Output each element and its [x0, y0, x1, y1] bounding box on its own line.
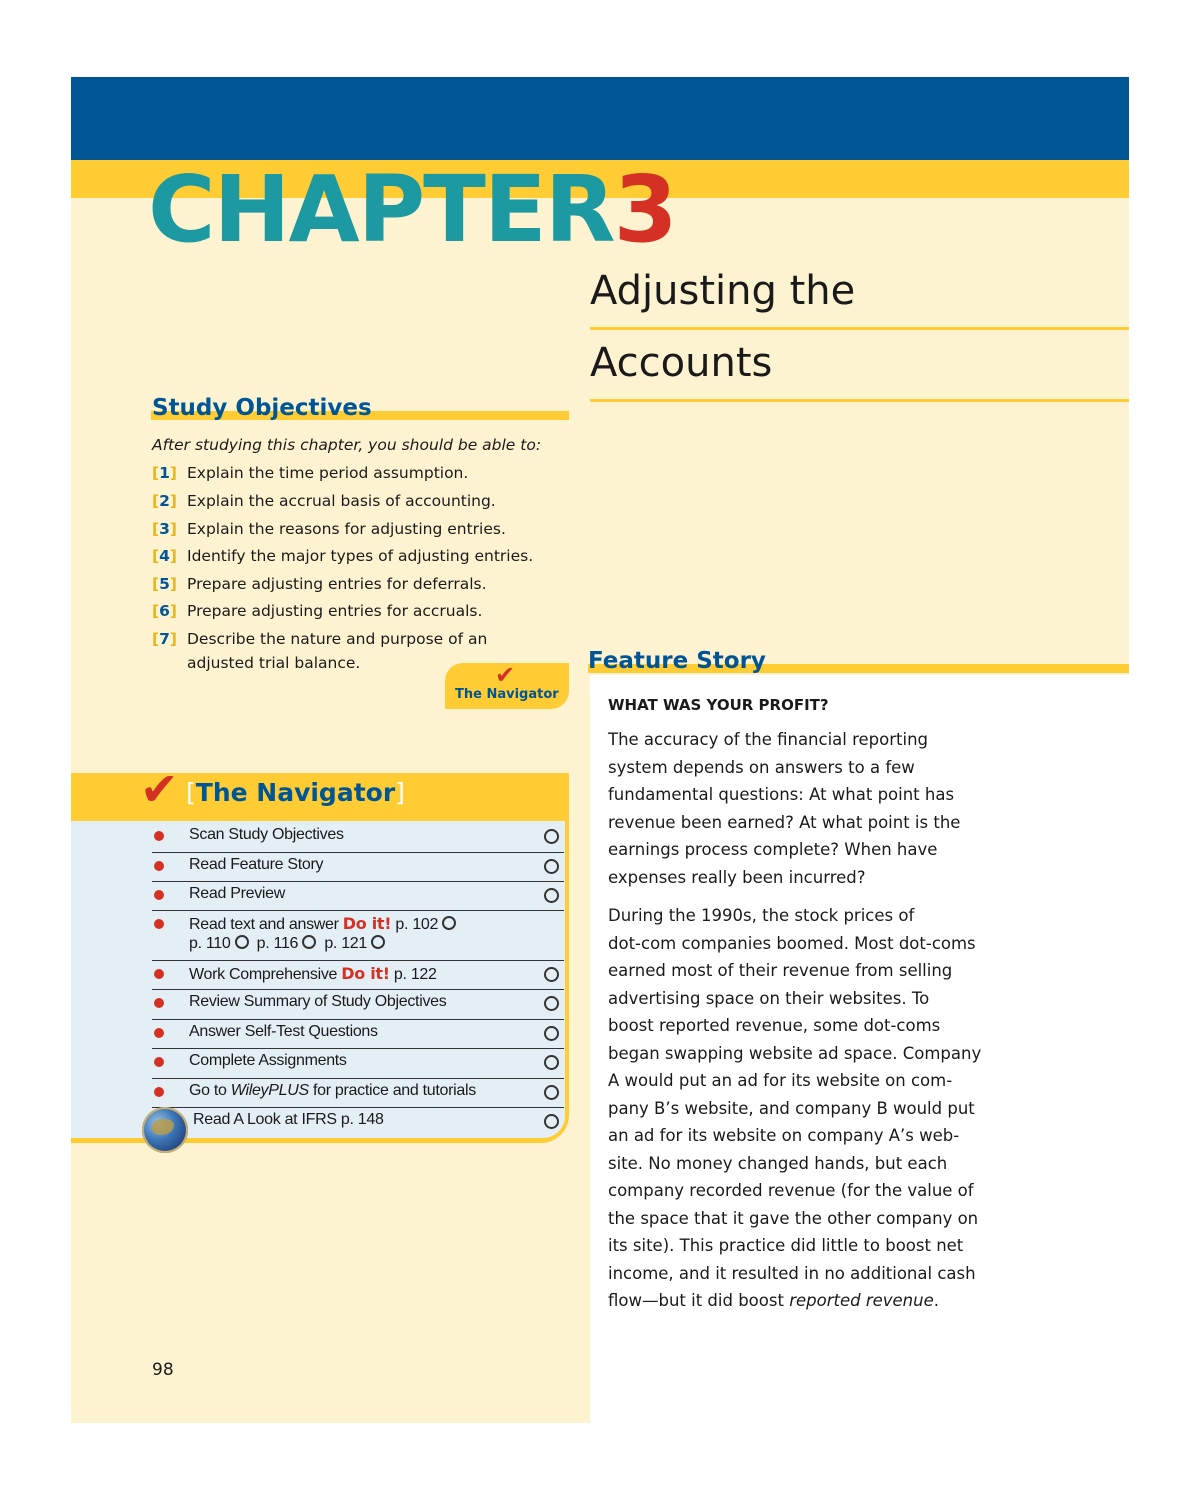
- bullet-icon: [154, 831, 164, 841]
- objective-text: Explain the time period assumption.: [187, 464, 469, 482]
- text-line: flow—but it did boost reported revenue.: [608, 1291, 939, 1310]
- text-line: The accuracy of the financial reporting: [608, 730, 929, 749]
- objective-number: [3]: [152, 520, 177, 538]
- title-rule: [590, 327, 1129, 330]
- checkbox-circle-icon[interactable]: [544, 829, 559, 844]
- chapter-title-line-2: Accounts: [590, 340, 773, 386]
- checkbox-circle-icon[interactable]: [544, 967, 559, 982]
- checkbox-circle-icon[interactable]: [544, 996, 559, 1011]
- text-line: fundamental questions: At what point has: [608, 785, 955, 804]
- checkbox-circle-icon[interactable]: [544, 1026, 559, 1041]
- globe-icon: [142, 1107, 188, 1153]
- checklist-item: [152, 961, 564, 990]
- checkbox-circle-icon[interactable]: [544, 888, 559, 903]
- feature-story-paragraph-2: [608, 902, 1013, 1315]
- objective-text: Explain the reasons for adjusting entries.: [187, 520, 506, 538]
- text-line: advertising space on their websites. To: [608, 988, 930, 1008]
- bullet-icon: [154, 890, 164, 900]
- objective-number: [4]: [152, 547, 177, 565]
- chapter-number: 3: [613, 156, 676, 263]
- checklist-item: [152, 1049, 564, 1079]
- checkmark-icon: ✔: [495, 661, 516, 689]
- bullet-icon: [154, 969, 164, 979]
- feature-story-subhead: WHAT WAS YOUR PROFIT?: [608, 696, 829, 714]
- bullet-icon: [154, 1057, 164, 1067]
- objective-text: Prepare adjusting entries for accruals.: [187, 602, 483, 620]
- chapter-word: CHAPTER: [148, 156, 614, 263]
- do-it-label: Do it!: [341, 964, 390, 983]
- checklist-item: [152, 1020, 564, 1049]
- checklist-item: [152, 882, 564, 911]
- checklist-item: [152, 853, 564, 882]
- checkmark-icon: ✔: [140, 762, 179, 816]
- text-line: its site). This practice did little to boost net: [608, 1236, 964, 1255]
- bullet-icon: [154, 861, 164, 871]
- checkbox-circle-icon[interactable]: [302, 935, 316, 949]
- checklist-item: [152, 1079, 564, 1108]
- chapter-title-line-1: Adjusting the: [590, 268, 856, 314]
- do-it-label: Do it!: [342, 914, 392, 933]
- objective-item: [152, 461, 562, 485]
- objective-item: [152, 544, 562, 568]
- text-line: an ad for its website on company A’s web-: [608, 1126, 960, 1145]
- checkbox-circle-icon[interactable]: [371, 935, 385, 949]
- navigator-badge-label: The Navigator: [455, 687, 559, 702]
- study-objectives-intro: After studying this chapter, you should be able to:: [152, 436, 542, 454]
- objective-text: Prepare adjusting entries for deferrals.: [187, 575, 487, 593]
- text-line: During the 1990s, the stock prices of: [608, 906, 915, 925]
- checklist-label: Read text and answer Do it! p. 102: [189, 914, 460, 934]
- objective-text: Identify the major types of adjusting entries.: [187, 547, 534, 565]
- objective-item: [152, 572, 562, 596]
- checklist-label: Read Feature Story: [189, 856, 324, 873]
- title-rule: [590, 399, 1129, 402]
- objective-item: [152, 517, 562, 541]
- text-line: revenue been earned? At what point is the: [608, 812, 961, 832]
- checkbox-circle-icon[interactable]: [442, 916, 456, 930]
- objective-item: [152, 599, 562, 623]
- navigator-badge: [445, 663, 569, 709]
- text-line: earnings process complete? When have: [608, 840, 938, 859]
- page-number: 98: [152, 1360, 174, 1380]
- text-line: A would put an ad for its website on com-: [608, 1071, 953, 1090]
- checklist-label: Scan Study Objectives: [189, 826, 344, 843]
- checklist-label: Review Summary of Study Objectives: [189, 993, 447, 1010]
- header-blue-band: [71, 77, 1129, 160]
- bullet-icon: [154, 998, 164, 1008]
- text-line: earned most of their revenue from selling: [608, 961, 953, 980]
- bullet-icon: [154, 1087, 164, 1097]
- objective-number: [6]: [152, 602, 177, 620]
- text-line: site. No money changed hands, but each: [608, 1153, 948, 1173]
- checklist-label: Go to WileyPLUS for practice and tutorials: [189, 1082, 476, 1099]
- text-line: income, and it resulted in no additional cash: [608, 1263, 976, 1283]
- checkbox-circle-icon[interactable]: [544, 1114, 559, 1129]
- checklist-label: Read A Look at IFRS p. 148: [193, 1111, 384, 1128]
- text-line: began swapping website ad space. Company: [608, 1043, 982, 1063]
- checklist-item: [152, 822, 564, 853]
- text-line: pany B’s website, and company B would put: [608, 1098, 975, 1118]
- checkbox-circle-icon[interactable]: [235, 935, 249, 949]
- objective-text: Explain the accrual basis of accounting.: [187, 492, 496, 510]
- checklist-label: Read Preview: [189, 885, 286, 902]
- checklist-label: Answer Self-Test Questions: [189, 1023, 378, 1040]
- globe-land-shape: [152, 1119, 174, 1135]
- checklist-label: Complete Assignments: [189, 1052, 347, 1069]
- checklist-item: [152, 990, 564, 1020]
- bullet-icon: [154, 919, 164, 929]
- text-line: dot-com companies boomed. Most dot-coms: [608, 933, 976, 953]
- objective-number: [1]: [152, 464, 177, 482]
- objective-number: [2]: [152, 492, 177, 510]
- feature-story-heading: Feature Story: [588, 648, 766, 674]
- feature-story-paragraph-1: [608, 726, 1013, 891]
- objective-text: Describe the nature and purpose of an adjusted trial balance.: [187, 630, 488, 672]
- text-line: system depends on answers to a few: [608, 757, 915, 777]
- checkbox-circle-icon[interactable]: [544, 1085, 559, 1100]
- text-line: expenses really been incurred?: [608, 867, 866, 887]
- text-line: company recorded revenue (for the value of: [608, 1181, 974, 1200]
- checklist-label-continued: p. 110 p. 116 p. 121: [189, 935, 389, 953]
- text-line: the space that it gave the other company on: [608, 1208, 979, 1228]
- objective-number: [5]: [152, 575, 177, 593]
- checklist-item: [152, 911, 564, 961]
- objective-number: [7]: [152, 630, 177, 648]
- checklist-label: Work Comprehensive Do it! p. 122: [189, 964, 437, 983]
- navigator-title: [The Navigator]: [186, 778, 405, 807]
- checkbox-circle-icon[interactable]: [544, 859, 559, 874]
- objective-item: [152, 489, 562, 513]
- checkbox-circle-icon[interactable]: [544, 1055, 559, 1070]
- bullet-icon: [154, 1028, 164, 1038]
- chapter-heading: [148, 156, 676, 263]
- checklist-item: [152, 1108, 564, 1136]
- text-line: boost reported revenue, some dot-coms: [608, 1016, 941, 1035]
- study-objectives-heading: Study Objectives: [152, 395, 372, 421]
